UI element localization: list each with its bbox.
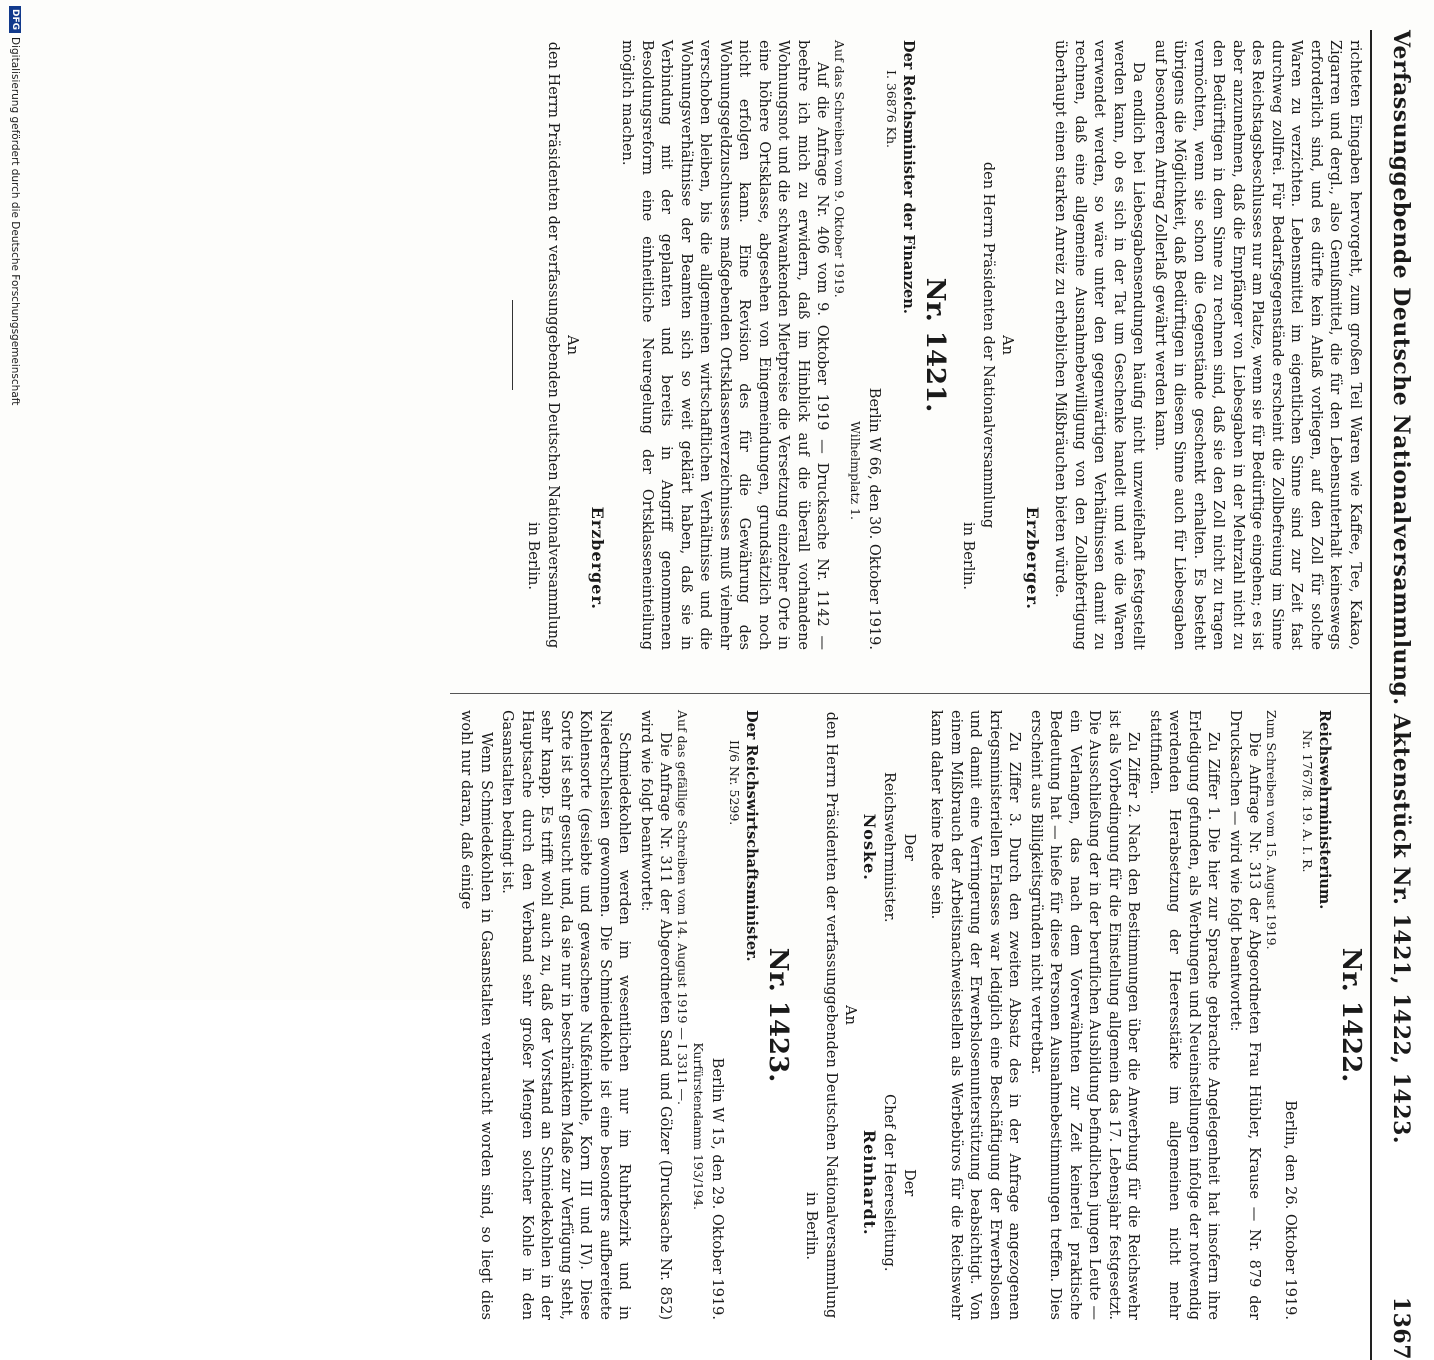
reference-letter: Auf das gefällige Schreiben vom 14. August 1919 — I 3311 —. (675, 710, 691, 1106)
dfg-logo: DFG (9, 6, 21, 33)
document-date: Berlin W 15, den 29. Oktober 1919. (709, 1057, 725, 1320)
column-left (502, 40, 1364, 650)
reference-number: Nr. 1767/8. 19. A. I. R. (1300, 730, 1315, 873)
credit-text: Digitalisierung gefördert durch die Deutsche Forschungsgemeinschaft (9, 37, 21, 406)
paragraph: Auf die Anfrage Nr. 406 vom 9. Oktober 1919 — Drucksache Nr. 1142 — beehre ich mich zu erwidern, daß im Hinblick auf die überall vorhandene Wohnungsnot und die schwankenden Mietpreise die Versetzung einzelner Orte in eine höhere Ortsklasse, abgesehen von Eingemeindungen, grundsätzlich noch nicht erfolgen kann. Eine Revision des für die Gewährung des Wohnungsgeldzuschusses maßgebenden Ortsklassenverzeichnisses muß vielmehr verschoben bleiben, bis die allgemeinen wirtschaftlichen Verhältnisse und die Wohnungsverhältnisse der Beamten sich so weit geklärt haben, daß sie in Verbindung mit der geplanten und bereits in Angriff genommenen Besoldungsreform eine einheitliche Neuregelung der Ortsklasseneinteilung möglich machen. (619, 40, 831, 650)
signature-erzberger: Erzberger. (588, 506, 607, 610)
page-number: 1367 (1388, 1296, 1414, 1360)
signature-erzberger: Erzberger. (1023, 506, 1042, 610)
addressee-line: den Herrn Präsidenten der Nationalversammlung (980, 161, 996, 529)
separator-line (512, 300, 513, 390)
document-date: Berlin, den 26. Oktober 1919. (1282, 1100, 1298, 1320)
paragraph: Zu Ziffer 3. Durch den zweiten Absatz des in der Anfrage angezogenen kriegsministeriellen Erlasses war lediglich eine Beschäftigung der Erwerbslosen und damit eine Verringerung der Erwerbslosenunterstützung beabsichtigt. Von einem Mißbrauch der Arbeitsnachweisstellen als Werbebüros für die Reichswehr kann daher keine Rede sein. (928, 710, 1023, 1320)
addressee-line: den Herrn Präsidenten der verfassunggebenden Deutschen Nationalversammlung (823, 711, 839, 1319)
signature-title: Reichswehrminister. (881, 772, 898, 923)
header-rule (1370, 30, 1372, 1360)
column-divider (450, 693, 1370, 694)
addressee-city: in Berlin. (960, 522, 977, 590)
addressee-an: An (999, 335, 1016, 355)
signature-der: Der (901, 1169, 917, 1197)
page-header (1388, 30, 1414, 1360)
paragraph: Schmiedekohlen werden im wesentlichen nur im Ruhrbezirk und in Niederschlesien gewonnen. Die Schmiedekohle ist eine besonders aufbereitete Kohlensorte (gesiebte und gewaschene Nußfeinkohle, Korn III und IV). Diese Sorte ist sehr gesucht und, da sie nur in beschränktem Maße zur Verfügung steht, sehr knapp. Es trifft wohl auch zu, daß der Vorstand an Schmiedekohlen in der Hauptsache durch den Verband sehr großer Mengen solcher Kohle in den Gasanstalten bedingt ist. (499, 710, 633, 1320)
addressee-an: An (564, 335, 581, 355)
signature-der: Der (901, 833, 917, 861)
document-date: Berlin W 66, den 30. Oktober 1919. (866, 387, 882, 650)
document-number-1422: Nr. 1422. (1336, 947, 1366, 1083)
paragraph: Da endlich bei Liebesgabensendungen häufig nicht unzweifelhaft festgestellt werden kann, ob es sich in der Tat um Geschenke handelt und wie die Waren verwendet werden, so wäre unter den gegenwärtigen Verhältnissen damit zu rechnen, daß eine allgemeine Ausnahmebewilligung von den Zollabfertigung überhaupt einen starken Anreiz zu erheblichen Mißbräuchen bieten würde. (1052, 40, 1147, 650)
reference-letter: Auf das Schreiben vom 9. Oktober 1919. (832, 40, 848, 298)
paragraph: Die Anfrage Nr. 313 der Abgeordneten Frau Hübler, Krause — Nr. 879 der Drucksachen — wird wie folgt beantwortet: (1227, 710, 1263, 1320)
addressee-city: in Berlin. (803, 1192, 820, 1260)
street-address: Wilhelmplatz 1. (848, 421, 864, 520)
reference-number: I. 36876 Kh. (884, 70, 899, 148)
paragraph: Zu Ziffer 1. Die hier zur Sprache gebrachte Angelegenheit hat insofern ihre Erledigung gefunden, als Werbungen und Neueinstellungen infolge der notwendig werdenden Herabsetzung der Heeresstärke im allgemeinen nicht mehr stattfinden. (1147, 710, 1222, 1320)
paragraph: Wenn Schmiedekohlen in Gasanstalten verbraucht worden sind, so liegt dies wohl nur daran, daß einige (458, 710, 494, 1320)
reference-number: II/6 Nr. 5299. (727, 740, 742, 826)
signature-block (860, 710, 919, 1320)
document-number-1423: Nr. 1423. (763, 947, 793, 1083)
addressee-an: An (842, 1005, 859, 1025)
addressee-line: den Herrn Präsidenten der verfassunggebenden Deutschen Nationalversammlung (545, 41, 561, 649)
signature-reinhardt: Reinhardt. (860, 1129, 879, 1236)
paragraph: Die Anfrage Nr. 311 der Abgeordneten Sand und Gölzer (Drucksache Nr. 852) wird wie folgt beantwortet: (638, 710, 674, 1320)
document-number-1421: Nr. 1421. (920, 277, 950, 413)
paragraph: Zu Ziffer 2. Nach den Bestimmungen über die Anwerbung für die Reichswehr ist als Vorbedingung für die Einstellung allgemein das 17. Lebensjahr festgesetzt. Die Ausschließung der in der beruflichen Ausbildung befindlichen jungen Leute — ein Verlangen, das nach dem Vorerwähnten zur Zeit keinerlei praktische Bedeutung hat — hieße für diese Personen Ausnahmebestimmungen treffen. Dies erscheint aus Billigkeitsgründen nicht vertretbar. (1028, 710, 1142, 1320)
ministry-name: Der Reichsminister der Finanzen. (900, 40, 918, 314)
street-address: Kurfürstendamm 193/194. (691, 1042, 707, 1210)
header-title: Verfassunggebende Deutsche Nationalversammlung. Aktenstück Nr. 1421, 1422, 1423. (1388, 30, 1414, 1145)
ministry-name: Reichswehrministerium. (1316, 710, 1334, 910)
signature-noske: Noske. (860, 813, 879, 881)
reference-letter: Zum Schreiben vom 15. August 1919. (1264, 710, 1280, 950)
digitization-credit (0, 0, 30, 1000)
column-right (454, 710, 1364, 1320)
signature-title: Chef der Heeresleitung. (881, 1094, 898, 1272)
paragraph-continued: richteten Eingaben hervorgeht, zum großen Teil Waren wie Kaffee, Tee, Kakao, Zigarren und dergl., also Genußmittel, die für den Lebensunterhalt keineswegs erforderlich sind, und es dürfte kein Anlaß vorliegen, auf den Zoll für solche Waren zu verzichten. Lebensmittel im eigentlichen Sinne sind zur Zeit fast durchweg zollfrei. Für Bedarfsgegenstände erscheint die Zollbefreiung im Sinne des Reichstagsbeschlusses nur am Platze, wenn sie für Bedürftige eingehen; es ist aber anzunehmen, daß die Empfänger von Liebesgaben in der Mehrzahl nicht zu den Bedürftigen in dem Sinne zu rechnen sind, daß sie den Zoll nicht zu tragen vermöchten, wenn sie schon die Gegenstände geschenkt erhalten. Es besteht übrigens die Möglichkeit, daß Bedürftigen in diesem Sinne auch für Liebesgaben auf besonderen Antrag Zollerlaß gewährt werden kann. (1152, 40, 1363, 650)
addressee-city: in Berlin. (525, 522, 542, 590)
ministry-name: Der Reichswirtschaftsminister. (743, 710, 761, 962)
